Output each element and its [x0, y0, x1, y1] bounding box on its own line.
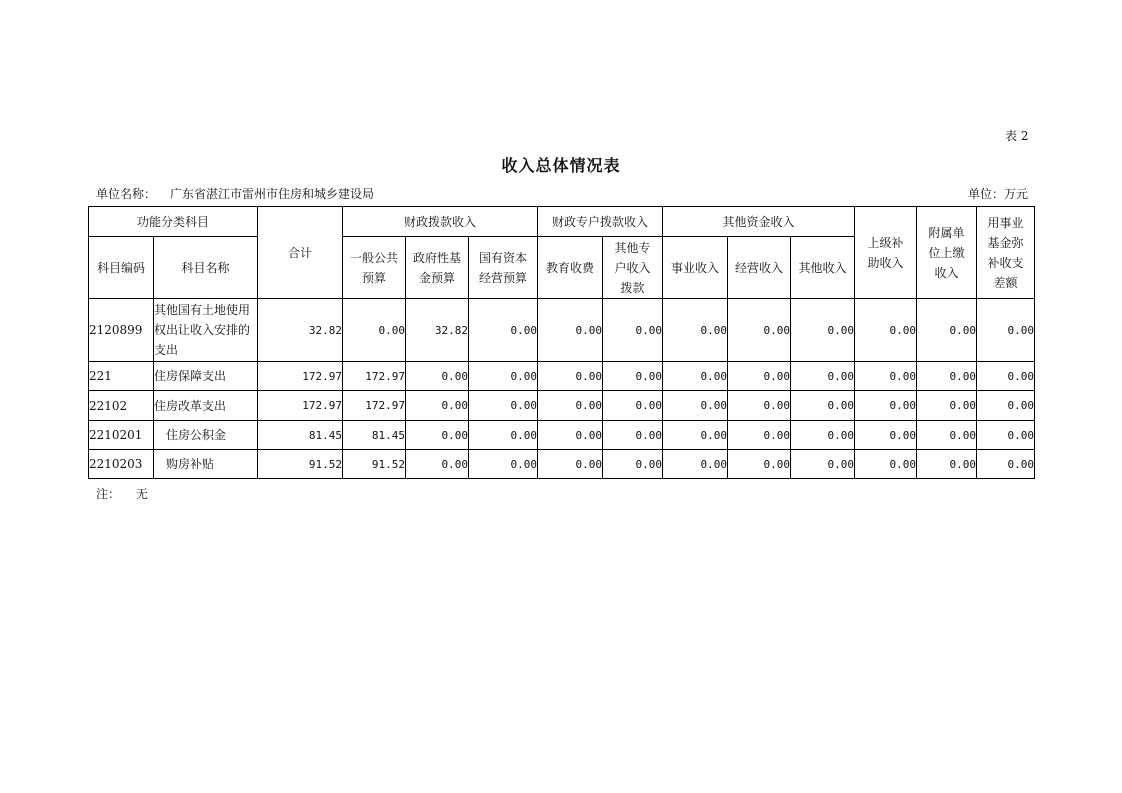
row-business: 0.00 [663, 362, 728, 391]
row-code: 2120899 [89, 299, 154, 362]
row-name: 住房改革支出 [154, 391, 258, 421]
header-special-edu: 教育收费 [538, 237, 603, 299]
row-special-other: 0.00 [603, 299, 663, 362]
header-total: 合计 [258, 207, 343, 299]
header-func-group: 功能分类科目 [89, 207, 258, 237]
row-superior: 0.00 [855, 391, 917, 421]
row-fund: 0.00 [406, 362, 469, 391]
row-affiliated: 0.00 [917, 362, 977, 391]
header-code: 科目编码 [89, 237, 154, 299]
row-total: 81.45 [258, 421, 343, 450]
row-business: 0.00 [663, 450, 728, 479]
header-fiscal-fund [406, 237, 469, 299]
row-affiliated: 0.00 [917, 391, 977, 421]
header-name: 科目名称 [154, 237, 258, 299]
row-business: 0.00 [663, 299, 728, 362]
row-capital: 0.00 [469, 362, 538, 391]
row-operating: 0.00 [728, 391, 791, 421]
header-fiscal-group: 财政拨款收入 [343, 207, 538, 237]
header-other-operating: 经营收入 [728, 237, 791, 299]
row-code: 22102 [89, 391, 154, 421]
row-name: 其他国有土地使用权出让收入安排的支出 [154, 299, 258, 362]
header-other-other: 其他收入 [791, 237, 855, 299]
header-fiscal-general [343, 237, 406, 299]
row-balance: 0.00 [977, 299, 1035, 362]
row-total: 32.82 [258, 299, 343, 362]
unit-name-label: 单位名称： [96, 187, 157, 201]
row-superior: 0.00 [855, 450, 917, 479]
row-general: 91.52 [343, 450, 406, 479]
header-superior-subsidy-text: 上级补助收入 [867, 235, 904, 270]
row-business: 0.00 [663, 421, 728, 450]
row-affiliated: 0.00 [917, 421, 977, 450]
row-special-other: 0.00 [603, 450, 663, 479]
header-balance-fund [977, 207, 1035, 299]
row-code: 2210203 [89, 450, 154, 479]
row-total: 91.52 [258, 450, 343, 479]
header-other-business: 事业收入 [663, 237, 728, 299]
row-general: 172.97 [343, 391, 406, 421]
table-row [89, 421, 1035, 450]
header-fiscal-general-text: 一般公共预算 [349, 250, 398, 285]
row-general: 0.00 [343, 299, 406, 362]
row-fund: 0.00 [406, 450, 469, 479]
table-row [89, 450, 1035, 479]
row-edu: 0.00 [538, 299, 603, 362]
row-code: 221 [89, 362, 154, 391]
row-edu: 0.00 [538, 421, 603, 450]
row-capital: 0.00 [469, 421, 538, 450]
row-general: 81.45 [343, 421, 406, 450]
row-name: 购房补贴 [154, 450, 258, 479]
header-special-group: 财政专户拨款收入 [538, 207, 663, 237]
unit-name [96, 185, 374, 202]
header-affiliated-text: 附属单位上缴收入 [928, 225, 965, 280]
income-table [88, 206, 1035, 479]
row-superior: 0.00 [855, 421, 917, 450]
header-special-other-text: 其他专户收入拨款 [614, 240, 651, 295]
row-superior: 0.00 [855, 362, 917, 391]
row-balance: 0.00 [977, 362, 1035, 391]
unit-name-value: 广东省湛江市雷州市住房和城乡建设局 [170, 187, 375, 201]
row-code: 2210201 [89, 421, 154, 450]
row-other: 0.00 [791, 421, 855, 450]
table-number: 表 2 [1005, 129, 1029, 143]
row-total: 172.97 [258, 362, 343, 391]
header-fiscal-capital [469, 237, 538, 299]
row-capital: 0.00 [469, 450, 538, 479]
table-row [89, 362, 1035, 391]
row-balance: 0.00 [977, 421, 1035, 450]
row-fund: 0.00 [406, 421, 469, 450]
row-edu: 0.00 [538, 450, 603, 479]
row-edu: 0.00 [538, 362, 603, 391]
page-title: 收入总体情况表 [501, 156, 621, 175]
row-other: 0.00 [791, 362, 855, 391]
header-special-other [603, 237, 663, 299]
row-fund: 32.82 [406, 299, 469, 362]
row-special-other: 0.00 [603, 391, 663, 421]
row-edu: 0.00 [538, 391, 603, 421]
row-balance: 0.00 [977, 450, 1035, 479]
money-unit: 单位：万元 [967, 187, 1028, 201]
header-superior-subsidy [855, 207, 917, 299]
header-fiscal-fund-text: 政府性基金预算 [412, 250, 461, 285]
row-capital: 0.00 [469, 391, 538, 421]
row-name: 住房公积金 [154, 421, 258, 450]
row-superior: 0.00 [855, 299, 917, 362]
row-business: 0.00 [663, 391, 728, 421]
note-label: 注： [96, 487, 121, 501]
row-fund: 0.00 [406, 391, 469, 421]
row-other: 0.00 [791, 450, 855, 479]
row-balance: 0.00 [977, 391, 1035, 421]
footnote [96, 485, 148, 502]
row-special-other: 0.00 [603, 362, 663, 391]
note-value: 无 [136, 487, 149, 501]
row-affiliated: 0.00 [917, 299, 977, 362]
row-name: 住房保障支出 [154, 362, 258, 391]
row-affiliated: 0.00 [917, 450, 977, 479]
header-balance-fund-text: 用事业基金弥补收支差额 [987, 215, 1024, 290]
table-row [89, 391, 1035, 421]
header-affiliated [917, 207, 977, 299]
row-capital: 0.00 [469, 299, 538, 362]
row-total: 172.97 [258, 391, 343, 421]
row-other: 0.00 [791, 299, 855, 362]
row-operating: 0.00 [728, 362, 791, 391]
row-operating: 0.00 [728, 421, 791, 450]
row-general: 172.97 [343, 362, 406, 391]
header-other-group: 其他资金收入 [663, 207, 855, 237]
header-fiscal-capital-text: 国有资本经营预算 [478, 250, 527, 285]
table-row [89, 299, 1035, 362]
row-operating: 0.00 [728, 299, 791, 362]
row-other: 0.00 [791, 391, 855, 421]
row-operating: 0.00 [728, 450, 791, 479]
row-special-other: 0.00 [603, 421, 663, 450]
